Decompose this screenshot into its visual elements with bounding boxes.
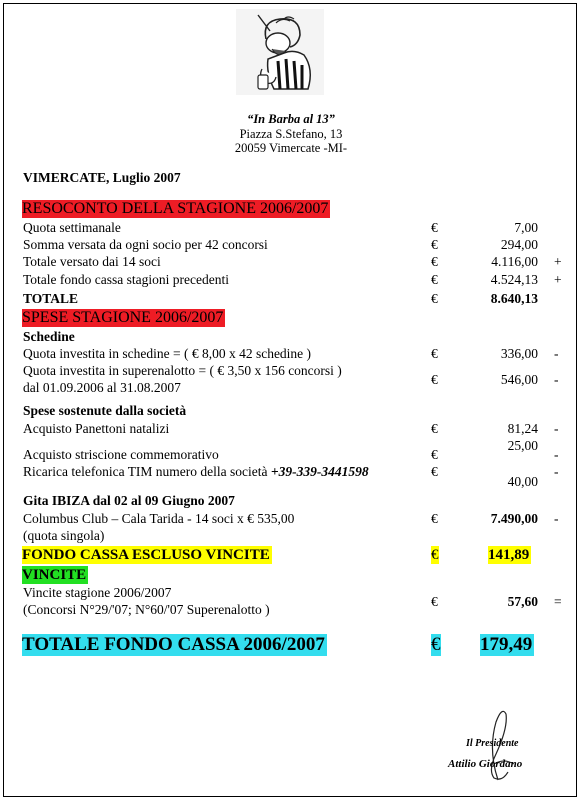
- row-amount: 4.116,00: [491, 254, 538, 269]
- totale-label: TOTALE: [23, 291, 79, 306]
- address-line-2: 20059 Vimercate -MI-: [234, 141, 348, 155]
- currency-symbol: €: [431, 220, 438, 235]
- row-label: Quota settimanale: [23, 220, 121, 235]
- row-label-sub: dal 01.09.2006 al 31.08.2007: [23, 380, 181, 395]
- currency-symbol: €: [431, 254, 438, 269]
- signature-title: Il Presidente: [466, 738, 519, 749]
- currency-symbol: €: [431, 511, 438, 526]
- row-label: Quota investita in schedine = ( € 8,00 x 42 schedine ): [23, 346, 312, 361]
- totale-fondo-amount: 179,49: [480, 634, 533, 655]
- club-name: “In Barba al 13”: [247, 112, 335, 126]
- row-sign: -: [554, 372, 559, 387]
- row-label: Totale versato dai 14 soci: [23, 254, 161, 269]
- gita-heading: Gita IBIZA dal 02 al 09 Giugno 2007: [23, 493, 235, 508]
- row-sign: +: [554, 254, 562, 269]
- row-label: [23, 464, 369, 480]
- currency-symbol: €: [431, 547, 439, 563]
- row-amount: 81,24: [507, 421, 538, 436]
- totale-fondo-label: TOTALE FONDO CASSA 2006/2007: [22, 634, 325, 655]
- currency-symbol: €: [431, 594, 438, 609]
- row-label: Somma versata da ogni socio per 42 concorsi: [23, 237, 268, 252]
- currency-symbol: €: [431, 372, 438, 387]
- currency-symbol: €: [431, 272, 438, 287]
- row-sign: -: [554, 511, 559, 526]
- currency-symbol: €: [431, 464, 438, 479]
- row-sign: =: [554, 594, 562, 609]
- row-amount: 336,00: [500, 346, 538, 361]
- section-resoconto: RESOCONTO DELLA STAGIONE 2006/2007: [22, 200, 329, 217]
- row-sign: -: [554, 447, 559, 462]
- club-logo-caricature: [236, 9, 324, 95]
- currency-symbol: €: [431, 447, 438, 462]
- row-amount: 294,00: [500, 237, 538, 252]
- currency-symbol: €: [431, 346, 438, 361]
- row-label: Acquisto Panettoni natalizi: [23, 421, 170, 436]
- section-spese: SPESE STAGIONE 2006/2007: [22, 309, 224, 326]
- currency-symbol: €: [431, 634, 441, 655]
- row-amount: 546,00: [500, 372, 538, 387]
- row-label-sub: (quota singola): [23, 528, 105, 543]
- row-amount: 7.490,00: [490, 511, 538, 526]
- address-line-1: Piazza S.Stefano, 13: [239, 127, 343, 141]
- row-amount: 40,00: [507, 474, 538, 489]
- phone-number: +39-339-3441598: [270, 464, 369, 479]
- fondo-cassa-label: FONDO CASSA ESCLUSO VINCITE: [22, 547, 270, 563]
- schedine-heading: Schedine: [23, 329, 75, 344]
- row-label-sub: (Concorsi N°29/'07; N°60/'07 Superenalotto ): [23, 602, 270, 617]
- row-sign: -: [554, 464, 559, 479]
- row-label: Totale fondo cassa stagioni precedenti: [23, 272, 229, 287]
- section-vincite: VINCITE: [22, 567, 87, 583]
- row-amount: 7,00: [514, 220, 538, 235]
- spese-societa-heading: Spese sostenute dalla società: [23, 403, 187, 418]
- signature-name: Attilio Giordano: [448, 758, 523, 770]
- row-sign: -: [554, 421, 559, 436]
- row-label: Quota investita in superenalotto = ( € 3,50 x 156 concorsi ): [23, 363, 342, 378]
- row-sign: +: [554, 272, 562, 287]
- fondo-cassa-amount: 141,89: [488, 547, 530, 563]
- currency-symbol: €: [431, 421, 438, 436]
- row-label: Columbus Club – Cala Tarida - 14 soci x € 535,00: [23, 511, 295, 526]
- row-label: Vincite stagione 2006/2007: [23, 585, 172, 600]
- row-amount: 57,60: [507, 594, 538, 609]
- row-label: Acquisto striscione commemorativo: [23, 447, 219, 462]
- totale-amount: 8.640,13: [490, 291, 538, 306]
- row-sign: -: [554, 346, 559, 361]
- ricarica-label: Ricarica telefonica TIM numero della società: [23, 464, 271, 479]
- place-date: VIMERCATE, Luglio 2007: [23, 170, 181, 185]
- row-amount: 4.524,13: [490, 272, 538, 287]
- currency-symbol: €: [431, 291, 438, 306]
- row-amount: 25,00: [507, 438, 538, 453]
- currency-symbol: €: [431, 237, 438, 252]
